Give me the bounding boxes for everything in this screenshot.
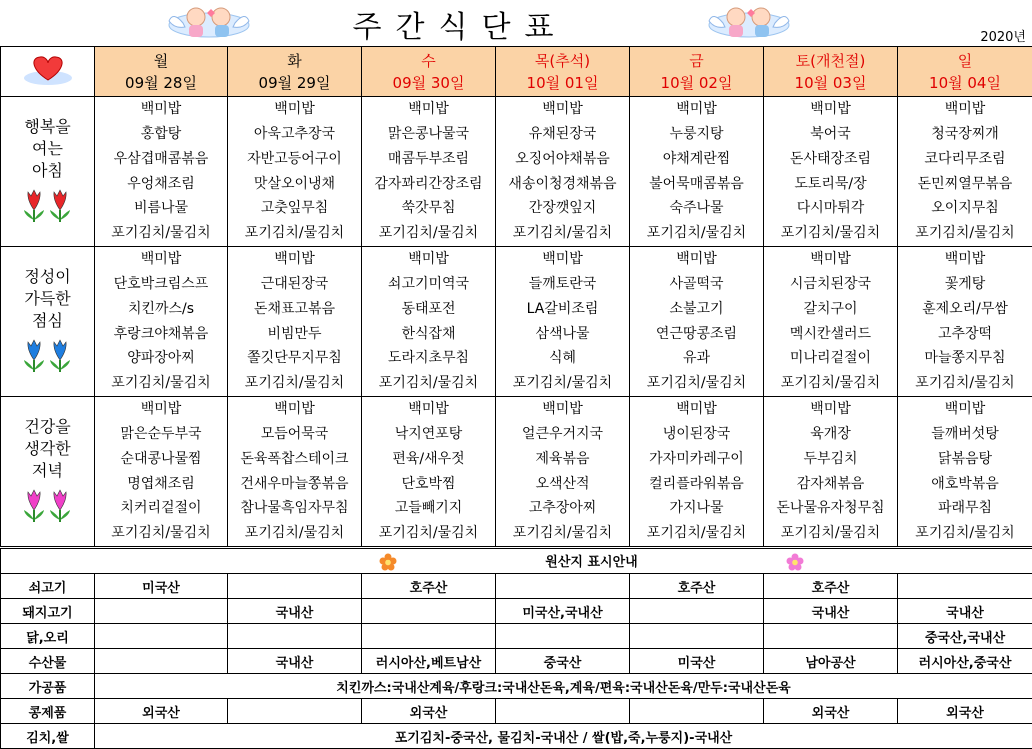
dish-item: 얼큰우거지국 xyxy=(496,422,629,447)
year-label: 2020년 xyxy=(980,26,1026,45)
origin-cell: 중국산,국내산 xyxy=(898,624,1032,649)
dish-item: 포기김치/물김치 xyxy=(630,521,763,546)
meal-row xyxy=(1,247,1032,397)
dish-item: 누룽지탕 xyxy=(630,122,763,147)
origin-row xyxy=(1,599,1032,624)
dish-item: 오색산적 xyxy=(496,472,629,497)
origin-cell xyxy=(228,574,362,599)
dish-item: 단호박크림스프 xyxy=(95,272,227,297)
origin-cell xyxy=(630,624,764,649)
meal-label-cell xyxy=(1,247,95,397)
menu-cell xyxy=(496,397,630,547)
dish-item: 백미밥 xyxy=(228,397,361,422)
menu-cell xyxy=(95,247,228,397)
dish-item: 포기김치/물김치 xyxy=(898,371,1032,396)
origin-cell xyxy=(362,624,496,649)
dish-item: 백미밥 xyxy=(630,247,763,272)
origin-cell: 남아공산 xyxy=(764,649,898,674)
dish-item: 치커리겉절이 xyxy=(95,496,227,521)
origin-cell: 국내산 xyxy=(228,599,362,624)
dish-item: 꽃게탕 xyxy=(898,272,1032,297)
dish-item: 포기김치/물김치 xyxy=(228,371,361,396)
dish-item: 유과 xyxy=(630,346,763,371)
dish-item: 고추장아찌 xyxy=(496,496,629,521)
dish-item: 포기김치/물김치 xyxy=(496,221,629,246)
dish-item: 삼색나물 xyxy=(496,322,629,347)
dish-item: 가자미카레구이 xyxy=(630,447,763,472)
menu-cell xyxy=(764,247,898,397)
orange-flower-icon xyxy=(379,553,397,571)
origin-cell: 국내산 xyxy=(764,599,898,624)
menu-cell xyxy=(362,397,496,547)
heart-balloon-icon xyxy=(18,52,78,88)
dish-item: 냉이된장국 xyxy=(630,422,763,447)
origin-cell xyxy=(95,599,228,624)
dish-item: 코다리무조림 xyxy=(898,147,1032,172)
dish-item: 비름나물 xyxy=(95,196,227,221)
menu-cell xyxy=(496,97,630,247)
dish-item: 새송이청경채볶음 xyxy=(496,172,629,197)
pink-tulip-icon xyxy=(20,488,76,524)
origin-cell: 국내산 xyxy=(898,599,1032,624)
dish-item: 건새우마늘쫑볶음 xyxy=(228,472,361,497)
origin-table xyxy=(0,548,1032,749)
origin-cell: 미국산 xyxy=(95,574,228,599)
day-header: 화 09월 29일 xyxy=(228,47,362,97)
origin-cell: 호주산 xyxy=(630,574,764,599)
origin-title-row xyxy=(1,549,1032,574)
dish-item: 멕시칸샐러드 xyxy=(764,322,897,347)
menu-cell xyxy=(898,397,1032,547)
dish-item: 포기김치/물김치 xyxy=(496,521,629,546)
origin-cell: 러시아산,베트남산 xyxy=(362,649,496,674)
dish-item: 미나리겉절이 xyxy=(764,346,897,371)
origin-row xyxy=(1,724,1032,749)
dish-item: 단호박찜 xyxy=(362,472,495,497)
dish-item: 포기김치/물김치 xyxy=(95,221,227,246)
dish-item: 참나물흑임자무침 xyxy=(228,496,361,521)
meal-label-line: 가득한 xyxy=(1,288,94,310)
dish-item: 간장깻잎지 xyxy=(496,196,629,221)
angels-decoration-icon xyxy=(703,3,795,43)
dish-item: 두부김치 xyxy=(764,447,897,472)
menu-cell xyxy=(496,247,630,397)
meal-row xyxy=(1,97,1032,247)
origin-cell: 국내산 xyxy=(228,649,362,674)
menu-cell xyxy=(764,397,898,547)
dish-item: 백미밥 xyxy=(630,397,763,422)
dish-item: 소불고기 xyxy=(630,297,763,322)
dish-item: 고춧잎무침 xyxy=(228,196,361,221)
dish-item: 감자채볶음 xyxy=(764,472,897,497)
origin-cell: 미국산,국내산 xyxy=(496,599,630,624)
meal-label-cell xyxy=(1,397,95,547)
menu-cell xyxy=(362,247,496,397)
dish-item: 순대콩나물찜 xyxy=(95,447,227,472)
dish-item: LA갈비조림 xyxy=(496,297,629,322)
meal-label-line: 저녁 xyxy=(1,460,94,482)
origin-cell xyxy=(630,699,764,724)
origin-cell xyxy=(898,574,1032,599)
dish-item: 백미밥 xyxy=(898,97,1032,122)
dish-item: 닭볶음탕 xyxy=(898,447,1032,472)
dish-item: 사골떡국 xyxy=(630,272,763,297)
menu-cell xyxy=(630,247,764,397)
origin-cell xyxy=(228,624,362,649)
menu-cell xyxy=(898,97,1032,247)
dish-item: 다시마튀각 xyxy=(764,196,897,221)
dish-item: 백미밥 xyxy=(362,97,495,122)
dish-item: 포기김치/물김치 xyxy=(95,371,227,396)
dish-item: 돈민찌열무볶음 xyxy=(898,172,1032,197)
meal-row xyxy=(1,397,1032,547)
origin-cell xyxy=(496,699,630,724)
origin-title: 원산지 표시안내 xyxy=(402,551,782,570)
dish-item: 백미밥 xyxy=(630,97,763,122)
dish-item: 돈나물유자청무침 xyxy=(764,496,897,521)
origin-row xyxy=(1,699,1032,724)
menu-cell xyxy=(95,97,228,247)
pink-flower-icon xyxy=(786,553,804,571)
origin-cell xyxy=(362,599,496,624)
dish-item: 근대된장국 xyxy=(228,272,361,297)
dish-item: 양파장아찌 xyxy=(95,346,227,371)
origin-cell: 미국산 xyxy=(630,649,764,674)
origin-cell xyxy=(496,574,630,599)
meal-label-line: 건강을 xyxy=(1,416,94,438)
dish-item: 우엉채조림 xyxy=(95,172,227,197)
dish-item: 맑은콩나물국 xyxy=(362,122,495,147)
dish-item: 백미밥 xyxy=(496,97,629,122)
dish-item: 불어묵매콤볶음 xyxy=(630,172,763,197)
dish-item: 백미밥 xyxy=(764,97,897,122)
menu-cell xyxy=(228,97,362,247)
dish-item: 백미밥 xyxy=(362,397,495,422)
dish-item: 아욱고추장국 xyxy=(228,122,361,147)
origin-cell: 외국산 xyxy=(764,699,898,724)
origin-cell: 호주산 xyxy=(362,574,496,599)
meal-label-line: 정성이 xyxy=(1,266,94,288)
day-header: 목(추석) 10월 01일 xyxy=(496,47,630,97)
dish-item: 백미밥 xyxy=(898,247,1032,272)
dish-item: 홍합탕 xyxy=(95,122,227,147)
origin-row xyxy=(1,574,1032,599)
meal-label-line: 생각한 xyxy=(1,438,94,460)
dish-item: 숙주나물 xyxy=(630,196,763,221)
dish-item: 북어국 xyxy=(764,122,897,147)
origin-note: 포기김치-중국산, 물김치-국내산 / 쌀(밥,죽,누룽지)-국내산 xyxy=(95,724,1032,749)
origin-row xyxy=(1,649,1032,674)
dish-item: 식혜 xyxy=(496,346,629,371)
menu-cell xyxy=(362,97,496,247)
dish-item: 비빔만두 xyxy=(228,322,361,347)
dish-item: 갈치구이 xyxy=(764,297,897,322)
dish-item: 백미밥 xyxy=(898,397,1032,422)
dish-item: 백미밥 xyxy=(95,397,227,422)
dish-item: 편육/새우젓 xyxy=(362,447,495,472)
dish-item: 컬리플라워볶음 xyxy=(630,472,763,497)
origin-cell: 호주산 xyxy=(764,574,898,599)
dish-item: 쫄깃단무지무침 xyxy=(228,346,361,371)
dish-item: 후랑크야채볶음 xyxy=(95,322,227,347)
origin-category: 가공품 xyxy=(1,674,95,699)
origin-cell xyxy=(95,649,228,674)
day-header: 수 09월 30일 xyxy=(362,47,496,97)
origin-cell xyxy=(228,699,362,724)
meal-label-line: 아침 xyxy=(1,160,94,182)
dish-item: 야채계란찜 xyxy=(630,147,763,172)
origin-cell xyxy=(496,624,630,649)
origin-cell xyxy=(764,624,898,649)
dish-item: 자반고등어구이 xyxy=(228,147,361,172)
meal-label-cell xyxy=(1,97,95,247)
day-header: 토(개천절) 10월 03일 xyxy=(764,47,898,97)
dish-item: 포기김치/물김치 xyxy=(630,221,763,246)
dish-item: 명엽채조림 xyxy=(95,472,227,497)
origin-cell xyxy=(630,599,764,624)
menu-cell xyxy=(898,247,1032,397)
dish-item: 포기김치/물김치 xyxy=(95,521,227,546)
menu-cell xyxy=(630,397,764,547)
dish-item: 백미밥 xyxy=(95,97,227,122)
dish-item: 포기김치/물김치 xyxy=(898,521,1032,546)
menu-cell xyxy=(228,247,362,397)
dish-item: 쇠고기미역국 xyxy=(362,272,495,297)
dish-item: 매콤두부조림 xyxy=(362,147,495,172)
origin-cell xyxy=(95,624,228,649)
dish-item: 맛살오이냉채 xyxy=(228,172,361,197)
origin-category: 돼지고기 xyxy=(1,599,95,624)
dish-item: 동태포전 xyxy=(362,297,495,322)
dish-item: 백미밥 xyxy=(95,247,227,272)
origin-category: 쇠고기 xyxy=(1,574,95,599)
dish-item: 포기김치/물김치 xyxy=(228,221,361,246)
dish-item: 백미밥 xyxy=(496,247,629,272)
meal-label-line: 여는 xyxy=(1,138,94,160)
menu-cell xyxy=(630,97,764,247)
origin-row xyxy=(1,674,1032,699)
origin-note: 치킨까스:국내산계육/후랑크:국내산돈육,계육/편육:국내산돈육/만두:국내산돈육 xyxy=(95,674,1032,699)
dish-item: 한식잡채 xyxy=(362,322,495,347)
origin-cell: 외국산 xyxy=(95,699,228,724)
dish-item: 우삼겹매콤볶음 xyxy=(95,147,227,172)
menu-grid xyxy=(0,46,1032,547)
blue-tulip-icon xyxy=(20,338,76,374)
dish-item: 도라지초무침 xyxy=(362,346,495,371)
menu-cell xyxy=(95,397,228,547)
menu-cell xyxy=(764,97,898,247)
red-tulip-icon xyxy=(20,188,76,224)
corner-cell xyxy=(1,47,95,97)
dish-item: 포기김치/물김치 xyxy=(362,371,495,396)
dish-item: 포기김치/물김치 xyxy=(496,371,629,396)
dish-item: 포기김치/물김치 xyxy=(898,221,1032,246)
origin-cell: 러시아산,중국산 xyxy=(898,649,1032,674)
dish-item: 백미밥 xyxy=(496,397,629,422)
dish-item: 육개장 xyxy=(764,422,897,447)
dish-item: 낙지연포탕 xyxy=(362,422,495,447)
dish-item: 백미밥 xyxy=(764,397,897,422)
day-header: 일 10월 04일 xyxy=(898,47,1032,97)
origin-cell: 외국산 xyxy=(362,699,496,724)
dish-item: 애호박볶음 xyxy=(898,472,1032,497)
page-title: 주간식단표 xyxy=(300,2,620,46)
menu-cell xyxy=(228,397,362,547)
origin-cell: 중국산 xyxy=(496,649,630,674)
dish-item: 감자꽈리간장조림 xyxy=(362,172,495,197)
dish-item: 시금치된장국 xyxy=(764,272,897,297)
dish-item: 도토리묵/장 xyxy=(764,172,897,197)
day-header: 금 10월 02일 xyxy=(630,47,764,97)
day-header: 월 09월 28일 xyxy=(95,47,228,97)
dish-item: 유채된장국 xyxy=(496,122,629,147)
dish-item: 모듬어묵국 xyxy=(228,422,361,447)
meal-label-line: 행복을 xyxy=(1,116,94,138)
dish-item: 쑥갓무침 xyxy=(362,196,495,221)
dish-item: 들깨토란국 xyxy=(496,272,629,297)
title-area xyxy=(0,0,1032,45)
dish-item: 포기김치/물김치 xyxy=(362,521,495,546)
meal-label-line: 점심 xyxy=(1,310,94,332)
angels-decoration-icon xyxy=(163,3,255,43)
dish-item: 백미밥 xyxy=(228,247,361,272)
dish-item: 포기김치/물김치 xyxy=(764,371,897,396)
dish-item: 제육볶음 xyxy=(496,447,629,472)
dish-item: 돈육폭찹스테이크 xyxy=(228,447,361,472)
dish-item: 포기김치/물김치 xyxy=(764,221,897,246)
origin-title-cell xyxy=(1,549,1032,574)
dish-item: 백미밥 xyxy=(764,247,897,272)
dish-item: 파래무침 xyxy=(898,496,1032,521)
dish-item: 치킨까스/s xyxy=(95,297,227,322)
dish-item: 가지나물 xyxy=(630,496,763,521)
dish-item: 돈채표고볶음 xyxy=(228,297,361,322)
dish-item: 청국장찌개 xyxy=(898,122,1032,147)
dish-item: 고들빼기지 xyxy=(362,496,495,521)
dish-item: 연근땅콩조림 xyxy=(630,322,763,347)
dish-item: 포기김치/물김치 xyxy=(228,521,361,546)
dish-item: 오이지무침 xyxy=(898,196,1032,221)
origin-category: 닭,오리 xyxy=(1,624,95,649)
dish-item: 포기김치/물김치 xyxy=(362,221,495,246)
dish-item: 백미밥 xyxy=(362,247,495,272)
dish-item: 들깨버섯탕 xyxy=(898,422,1032,447)
dish-item: 맑은순두부국 xyxy=(95,422,227,447)
origin-category: 김치,쌀 xyxy=(1,724,95,749)
dish-item: 오징어야채볶음 xyxy=(496,147,629,172)
dish-item: 훈제오리/무쌈 xyxy=(898,297,1032,322)
origin-category: 수산물 xyxy=(1,649,95,674)
dish-item: 돈사태장조림 xyxy=(764,147,897,172)
dish-item: 백미밥 xyxy=(228,97,361,122)
dish-item: 마늘쫑지무침 xyxy=(898,346,1032,371)
dish-item: 고추장떡 xyxy=(898,322,1032,347)
origin-row xyxy=(1,624,1032,649)
origin-category: 콩제품 xyxy=(1,699,95,724)
dish-item: 포기김치/물김치 xyxy=(764,521,897,546)
day-header-row xyxy=(1,47,1032,97)
origin-cell: 외국산 xyxy=(898,699,1032,724)
dish-item: 포기김치/물김치 xyxy=(630,371,763,396)
